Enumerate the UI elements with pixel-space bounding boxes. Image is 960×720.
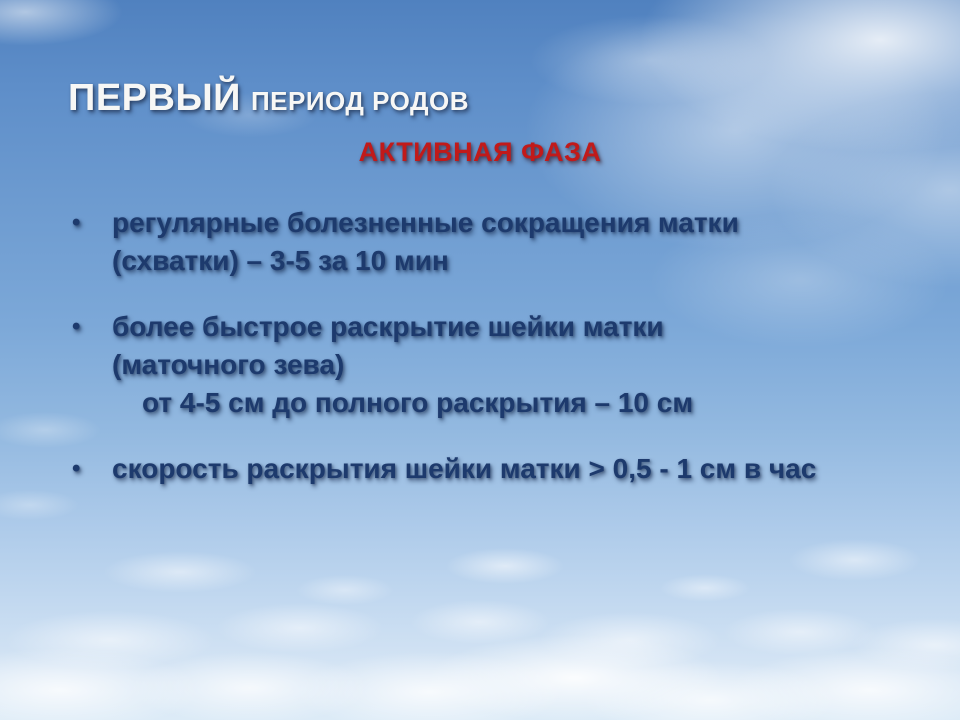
bullet-line: скорость раскрытия шейки матки > 0,5 - 1 см в час	[112, 453, 817, 484]
bullet-line: (схватки) – 3-5 за 10 мин	[112, 245, 449, 276]
bullet-line: (маточного зева)	[112, 349, 345, 380]
bullet-icon: •	[72, 313, 81, 340]
bullet-line: от 4-5 см до полного раскрытия – 10 см	[142, 387, 694, 418]
bullet-text	[112, 204, 918, 280]
bullet-icon: •	[72, 455, 81, 482]
bullet-item	[68, 308, 918, 422]
page-title	[68, 77, 469, 120]
bullet-icon: •	[72, 209, 81, 236]
bullet-item	[68, 450, 918, 488]
subtitle: АКТИВНАЯ ФАЗА	[358, 137, 602, 167]
title-primary: ПЕРВЫЙ	[68, 77, 241, 120]
bullet-item	[68, 204, 918, 280]
bullet-line: более быстрое раскрытие шейки матки	[112, 311, 664, 342]
bullet-list	[68, 204, 918, 516]
bullet-text	[112, 308, 918, 422]
bullet-line: регулярные болезненные сокращения матки	[112, 207, 739, 238]
title-secondary: ПЕРИОД РОДОВ	[250, 86, 470, 117]
bullet-text	[112, 450, 918, 488]
